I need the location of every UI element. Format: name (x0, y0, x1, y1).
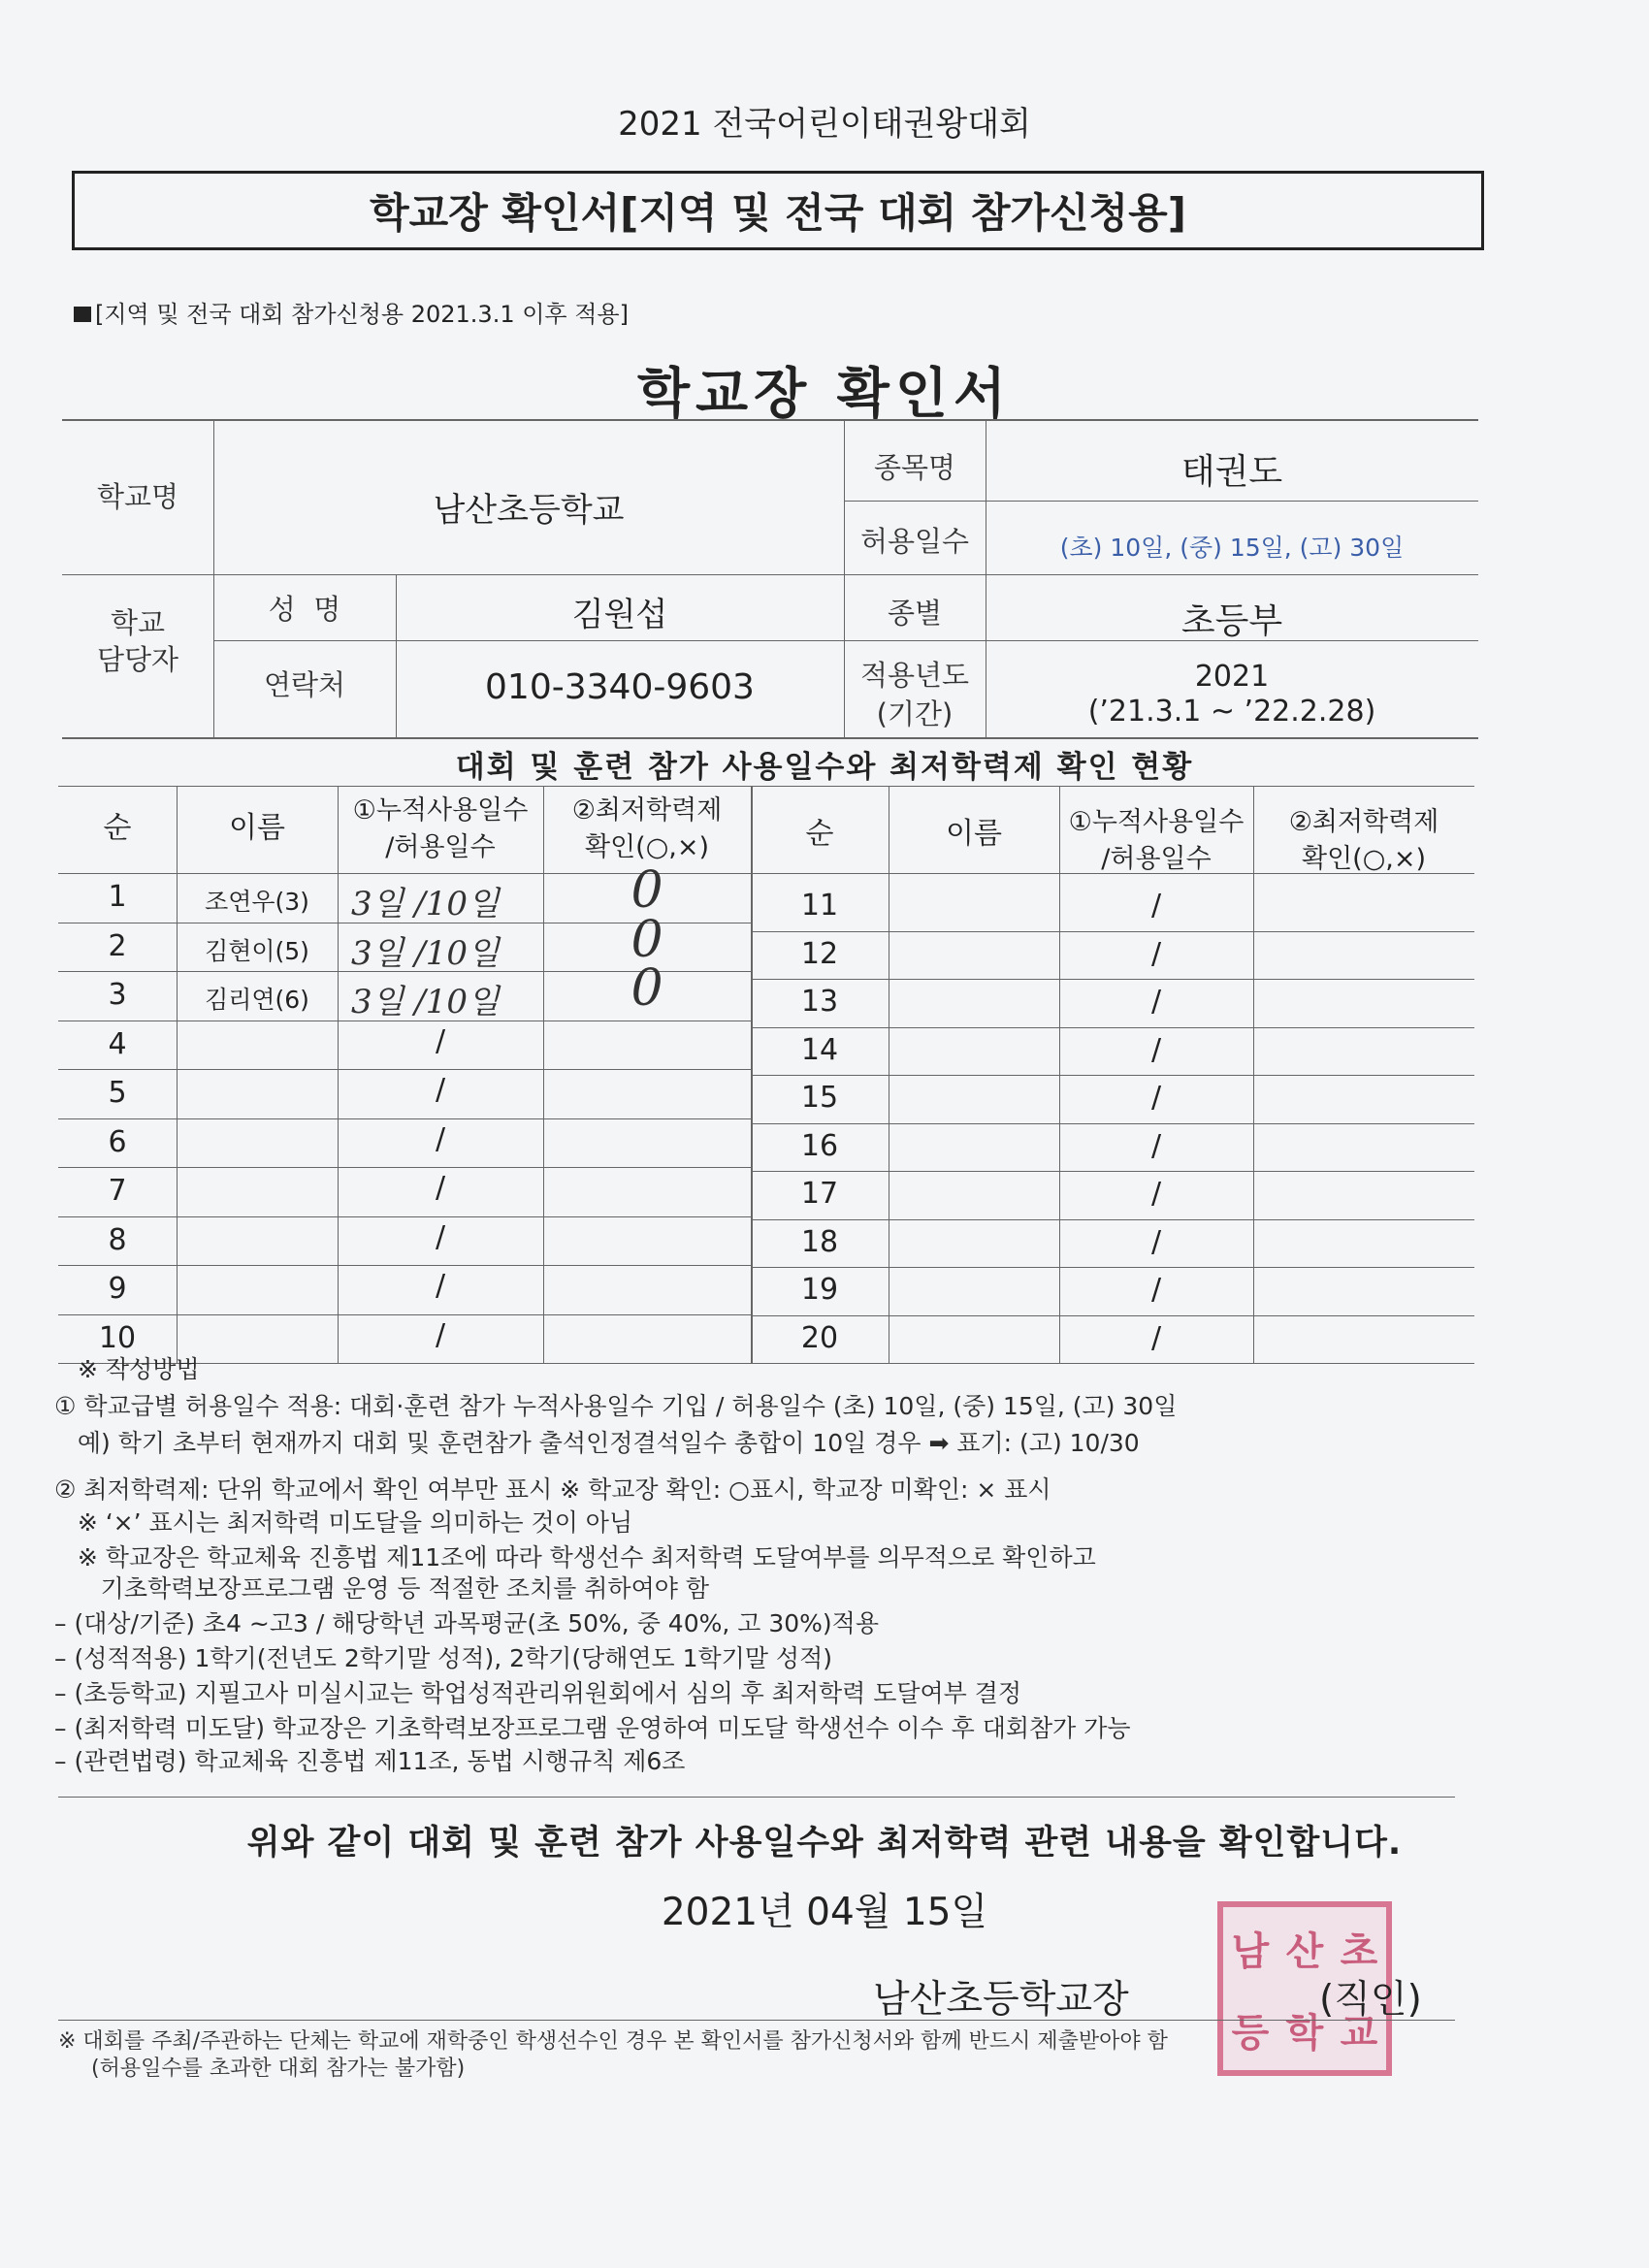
school-label: 학교명 (96, 480, 179, 513)
check-mark: 0 (630, 910, 663, 969)
manager-label-1: 학교 (110, 606, 166, 639)
header-seq-right: 순 (805, 817, 834, 851)
confirmation-statement: 위와 같이 대회 및 훈련 참가 사용일수와 최저학력 관련 내용을 확인합니다. (246, 1824, 1403, 1863)
note-line: – (대상/기준) 초4 ~고3 / 해당학년 과목평균(초 50%, 중 40%, 고 30%)적용 (54, 1609, 879, 1637)
header-days-left-2: /허용일수 (385, 832, 496, 862)
days-used: / (1150, 1177, 1162, 1211)
row-number: 13 (800, 985, 839, 1019)
header-check-right-2: 확인(○,×) (1302, 844, 1426, 874)
days-used: / (435, 1073, 446, 1107)
main-title: 학교장 확인서 (636, 363, 1013, 426)
row-number: 2 (108, 928, 127, 963)
division-value: 초등부 (1180, 601, 1283, 641)
notes-heading: ※ 작성방법 (78, 1355, 200, 1383)
manager-label-2: 담당자 (96, 643, 179, 676)
row-number: 11 (800, 889, 839, 923)
row-number: 19 (800, 1273, 839, 1307)
student-name: 김현이(5) (205, 936, 309, 965)
apply-note (74, 295, 629, 329)
row-number: 10 (98, 1320, 137, 1355)
days-used: / (435, 1171, 446, 1205)
days-used: 3일 /10일 (351, 885, 500, 923)
days-used: / (435, 1219, 446, 1254)
days-used: / (435, 1317, 446, 1352)
row-number: 5 (108, 1076, 127, 1110)
note-line: – (최저학력 미도달) 학교장은 기초학력보장프로그램 운영하여 미도달 학생선수 이수 후 대회참가 가능 (54, 1714, 1131, 1742)
row-number: 12 (800, 936, 839, 971)
seal-label: (직인) (1319, 1978, 1422, 2022)
form-title-box: 학교장 확인서[지역 및 전국 대회 참가신청용] (72, 171, 1484, 250)
header-days-right-2: /허용일수 (1101, 844, 1212, 874)
note-line: – (초등학교) 지필고사 미실시교는 학업성적관리위원회에서 심의 후 최저학력 도달여부 결정 (54, 1679, 1022, 1707)
days-used: / (1150, 985, 1162, 1019)
year-value-1: 2021 (1194, 660, 1270, 694)
footnote-line-2: (허용일수를 초과한 대회 참가는 불가함) (91, 2057, 466, 2081)
row-number: 7 (108, 1174, 127, 1208)
check-mark: 0 (630, 959, 663, 1018)
row-number: 20 (800, 1320, 839, 1355)
days-value: (초) 10일, (중) 15일, (고) 30일 (1059, 534, 1405, 562)
note-line: 기초학력보장프로그램 운영 등 적절한 조치를 취하여야 함 (54, 1574, 709, 1603)
header-name-left: 이름 (229, 811, 285, 845)
header-check-left-2: 확인(○,×) (585, 832, 709, 862)
days-used: / (1150, 1320, 1162, 1355)
note-line: 예) 학기 초부터 현재까지 대회 및 훈련참가 출석인정결석일수 총합이 10일 경우 ➡ 표기: (고) 10/30 (54, 1429, 1140, 1457)
year-label-1: 적용년도 (859, 659, 970, 692)
name-value: 김원섭 (571, 596, 668, 634)
sport-label: 종목명 (873, 451, 956, 484)
event-title: 2021 전국어린이태권왕대회 (618, 105, 1031, 144)
school-value: 남산초등학교 (433, 491, 625, 530)
note-line: ① 학교급별 허용일수 적용: 대회·훈련 참가 누적사용일수 기입 / 허용일수 (초) 10일, (중) 15일, (고) 30일 (54, 1392, 1178, 1420)
square-bullet-icon (74, 307, 91, 322)
note-line: – (관련법령) 학교체육 진흥법 제11조, 동법 시행규칙 제6조 (54, 1747, 686, 1775)
student-name: 조연우(3) (205, 888, 309, 916)
days-used: / (1150, 889, 1162, 923)
principal-name: 남산초등학교장 (873, 1978, 1129, 2022)
row-number: 3 (108, 978, 127, 1012)
row-number: 16 (800, 1128, 839, 1163)
student-name: 김리연(6) (205, 986, 309, 1014)
row-number: 14 (800, 1032, 839, 1067)
header-check-right-1: ②최저학력제 (1288, 807, 1439, 837)
name-label: 성 명 (268, 593, 341, 626)
row-number: 17 (800, 1177, 839, 1211)
apply-note-text: [지역 및 전국 대회 참가신청용 2021.3.1 이후 적용] (95, 301, 629, 328)
header-days-left-1: ①누적사용일수 (352, 795, 529, 826)
note-line: – (성적적용) 1학기(전년도 2학기말 성적), 2학기(당해연도 1학기말 성적) (54, 1644, 832, 1672)
row-number: 4 (108, 1026, 127, 1061)
status-title: 대회 및 훈련 참가 사용일수와 최저학력제 확인 현황 (455, 750, 1194, 785)
confirmation-date: 2021년 04월 15일 (661, 1891, 988, 1934)
year-value-2: (’21.3.1 ~ ’22.2.28) (1087, 695, 1376, 729)
days-used: / (1150, 1128, 1162, 1163)
sport-value: 태권도 (1180, 452, 1283, 492)
note-line: ※ ‘×’ 표시는 최저학력 미도달을 의미하는 것이 아님 (54, 1508, 633, 1537)
days-used: / (1150, 1081, 1162, 1115)
days-used: / (435, 1023, 446, 1058)
check-mark: 0 (630, 861, 663, 920)
row-number: 1 (108, 880, 127, 914)
days-used: / (1150, 1273, 1162, 1307)
days-used: / (1150, 1032, 1162, 1067)
contact-value: 010-3340-9603 (485, 667, 755, 707)
note-line: ② 최저학력제: 단위 학교에서 확인 여부만 표시 ※ 학교장 확인: ○표시, 학교장 미확인: × 표시 (54, 1475, 1051, 1504)
school-seal-stamp: 남 산 초 등 학 교 (1217, 1901, 1392, 2076)
days-label: 허용일수 (859, 525, 970, 558)
footnote-line-1: ※ 대회를 주최/주관하는 단체는 학교에 재학중인 학생선수인 경우 본 확인서를 참가신청서와 함께 반드시 제출받아야 함 (58, 2029, 1168, 2054)
header-check-left-1: ②최저학력제 (571, 795, 723, 826)
row-number: 8 (108, 1222, 127, 1257)
header-days-right-1: ①누적사용일수 (1068, 807, 1245, 837)
header-seq-left: 순 (103, 811, 132, 845)
days-used: / (1150, 936, 1162, 971)
contact-label: 연락처 (263, 668, 346, 701)
row-number: 9 (108, 1272, 127, 1306)
row-number: 6 (108, 1124, 127, 1159)
division-label: 종별 (887, 597, 943, 630)
row-number: 18 (800, 1224, 839, 1259)
days-used: / (435, 1121, 446, 1156)
header-name-right: 이름 (946, 817, 1002, 851)
days-used: 3일 /10일 (351, 983, 500, 1021)
row-number: 15 (800, 1081, 839, 1115)
days-used: 3일 /10일 (351, 933, 500, 973)
year-label-2: (기간) (876, 697, 954, 730)
days-used: / (1150, 1224, 1162, 1259)
note-line: ※ 학교장은 학교체육 진흥법 제11조에 따라 학생선수 최저학력 도달여부를 의무적으로 확인하고 (54, 1543, 1096, 1571)
days-used: / (435, 1269, 446, 1303)
